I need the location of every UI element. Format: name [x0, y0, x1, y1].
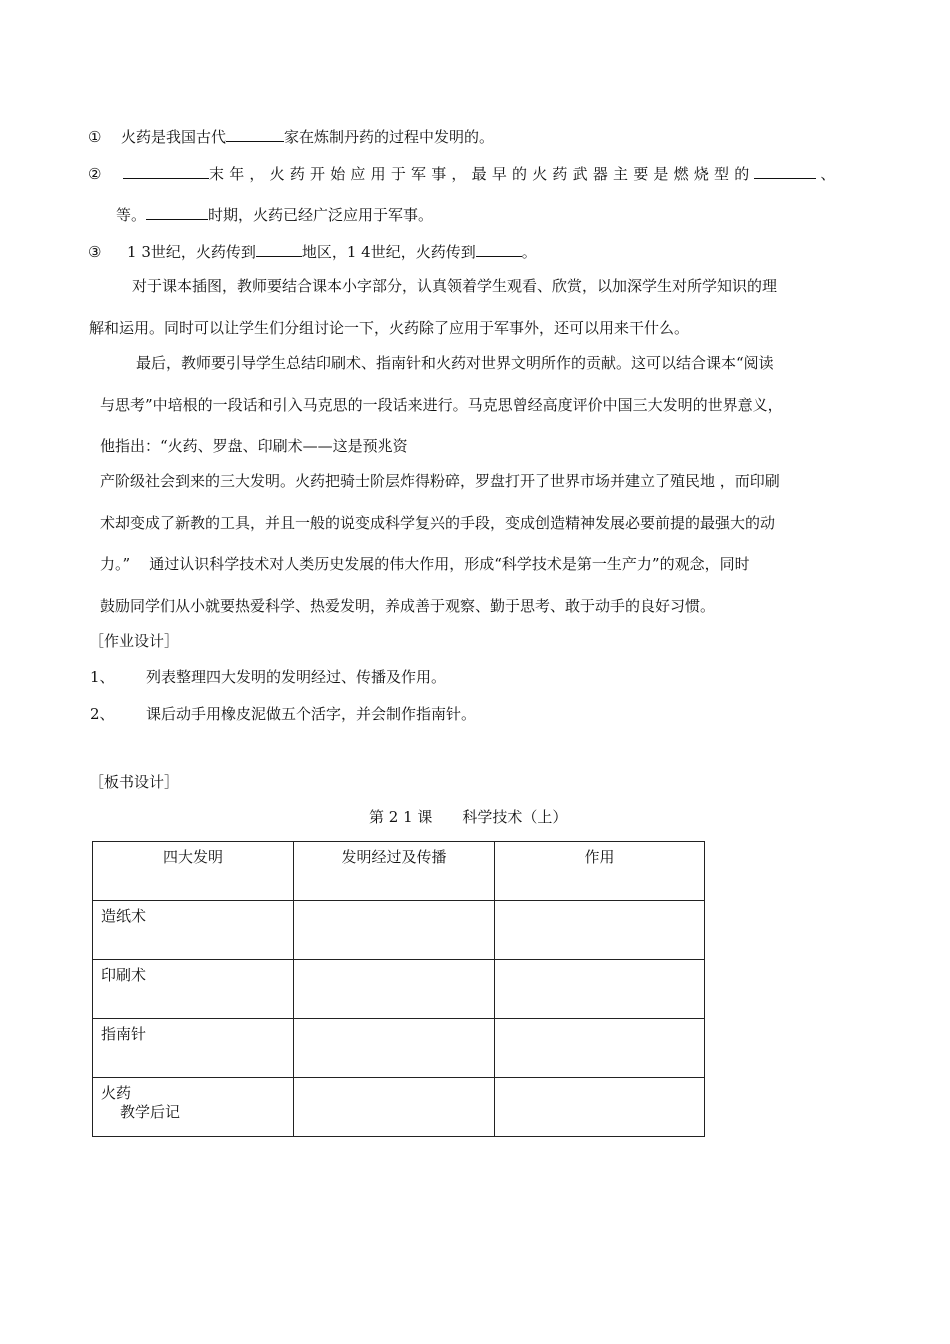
- homework-item-number: 1、: [90, 668, 115, 686]
- question-3-text-c: 。: [521, 243, 537, 261]
- question-2-continued: [116, 204, 433, 225]
- question-2: [88, 163, 835, 184]
- table-header-cell: 四大发明: [93, 842, 294, 901]
- question-1-text-before: 火药是我国古代: [121, 128, 227, 146]
- paragraph-2-line: 鼓励同学们从小就要热爱科学、热爱发明，养成善于观察、勤于思考、敢于动手的良好习惯。: [100, 597, 716, 615]
- table-header-cell: 作用: [495, 842, 705, 901]
- paragraph-2-line: 术却变成了新教的工具，并且一般的说变成科学复兴的手段，变成创造精神发展必要前提的最强大的动: [100, 514, 776, 532]
- question-2-text-a: 末年，火药开始应用于军事，最早的火药武器主要是燃烧型的: [209, 165, 755, 183]
- homework-heading: ［作业设计］: [89, 632, 180, 650]
- question-3-number: ③: [88, 243, 102, 261]
- homework-item-text: 列表整理四大发明的发明经过、传播及作用。: [146, 668, 447, 686]
- homework-item-number: 2、: [90, 705, 115, 723]
- table-row-label: 火药: [93, 1078, 294, 1137]
- table-cell[interactable]: [294, 1019, 495, 1078]
- homework-item-text: 课后动手用橡皮泥做五个活字，并会制作指南针。: [146, 705, 477, 723]
- table-cell[interactable]: [294, 901, 495, 960]
- paragraph-2-line: 产阶级社会到来的三大发明。火药把骑士阶层炸得粉碎，罗盘打开了世界市场并建立了殖民地 ，而印刷: [100, 472, 780, 490]
- table-row: [93, 901, 705, 960]
- paragraph-2-line: 与思考”中培根的一段话和引入马克思的一段话来进行。马克思曾经高度评价中国三大发明的世界意义，: [100, 396, 783, 414]
- table-row: [93, 960, 705, 1019]
- answer-blank[interactable]: [256, 241, 302, 257]
- board-title: 第 2 1 课 科学技术（上）: [369, 808, 568, 826]
- table-cell[interactable]: [495, 901, 705, 960]
- table-row-label: 造纸术: [93, 901, 294, 960]
- paragraph-2-line: 最后，教师要引导学生总结印刷术、指南针和火药对世界文明所作的贡献。这可以结合课本“阅读: [136, 354, 774, 372]
- board-heading: ［板书设计］: [89, 773, 180, 791]
- question-2-text-c: 等。: [116, 206, 147, 224]
- paragraph-2-line: 他指出：“火药、罗盘、印刷术——这是预兆资: [100, 437, 408, 455]
- question-1: [88, 126, 494, 147]
- paragraph-1-line: 解和运用。同时可以让学生们分组讨论一下，火药除了应用于军事外，还可以用来干什么。: [89, 319, 690, 337]
- table-cell[interactable]: [495, 960, 705, 1019]
- answer-blank[interactable]: [146, 204, 208, 220]
- table-header-row: [93, 842, 705, 901]
- homework-item: [90, 667, 446, 687]
- table-row: [93, 1019, 705, 1078]
- table-cell[interactable]: [294, 960, 495, 1019]
- paragraph-2-line: 力。” 通过认识科学技术对人类历史发展的伟大作用，形成“科学技术是第一生产力”的观念，同时: [100, 555, 750, 573]
- homework-item: [90, 704, 476, 724]
- table-row-label: 印刷术: [93, 960, 294, 1019]
- question-2-number: ②: [88, 165, 102, 183]
- question-2-text-d: 时期，火药已经广泛应用于军事。: [208, 206, 434, 224]
- answer-blank[interactable]: [226, 126, 284, 142]
- table-header-cell: 发明经过及传播: [294, 842, 495, 901]
- table-cell[interactable]: [294, 1078, 495, 1137]
- table-cell[interactable]: [495, 1078, 705, 1137]
- teaching-notes-label: 教学后记: [120, 1103, 181, 1121]
- table-cell[interactable]: [495, 1019, 705, 1078]
- paragraph-1-line: 对于课本插图，教师要结合课本小字部分，认真领着学生观看、欣赏，以加深学生对所学知识的理: [132, 277, 778, 295]
- table-row: [93, 1078, 705, 1137]
- question-1-text-after: 家在炼制丹药的过程中发明的。: [284, 128, 495, 146]
- question-3-text-a: 1 3世纪，火药传到: [127, 243, 256, 261]
- board-table: [92, 841, 705, 1137]
- question-3-text-b: 地区，1 4世纪，火药传到: [301, 243, 476, 261]
- answer-blank[interactable]: [123, 163, 209, 179]
- answer-blank[interactable]: [476, 241, 522, 257]
- answer-blank[interactable]: [754, 163, 816, 179]
- question-2-text-b: 、: [820, 165, 836, 183]
- table-row-label: 指南针: [93, 1019, 294, 1078]
- question-3: [88, 241, 537, 262]
- question-1-number: ①: [88, 128, 102, 146]
